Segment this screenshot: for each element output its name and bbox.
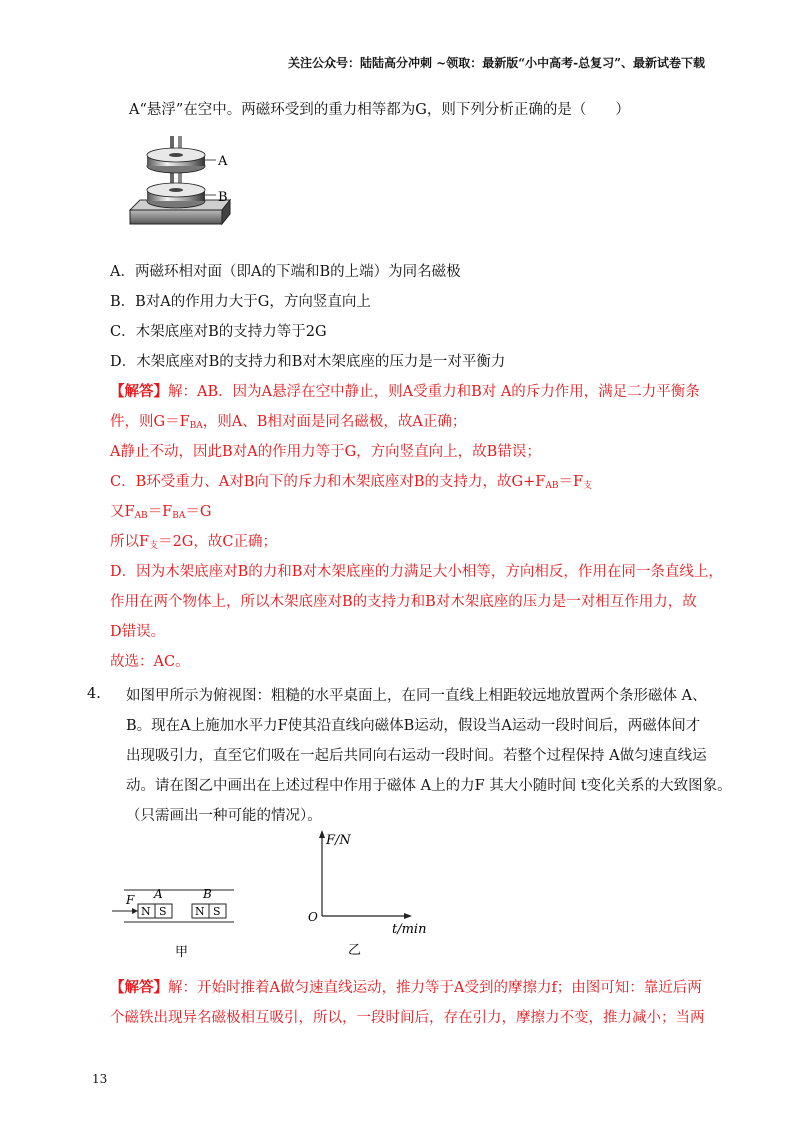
answer3-line-10: 故选：AC。 bbox=[110, 654, 190, 670]
answer4-line-2: 个磁铁出现异名磁极相互吸引，所以，一段时间后，存在引力，摩擦力不变，推力减小；当两 bbox=[110, 1010, 705, 1026]
q4-line-1: 如图甲所示为俯视图：粗糙的水平桌面上，在同一直线上相距较远地放置两个条形磁体 A、 bbox=[126, 688, 707, 704]
figure-jia-caption: 甲 bbox=[175, 945, 189, 960]
page-header: 关注公众号：陆陆高分冲刺 ~领取：最新版“小中高考-总复习”、最新试卷下载 bbox=[287, 56, 705, 70]
answer-tag: 【解答】 bbox=[110, 979, 168, 996]
x-axis-label: t/min bbox=[392, 922, 427, 937]
answer3-line-7: D．因为木架底座对B的力和B对木架底座的力满足大小相等，方向相反，作用在同一条直线上， bbox=[110, 564, 723, 580]
force-label: F bbox=[126, 893, 135, 907]
magnet-a-north: N bbox=[141, 905, 151, 918]
q4-line-2: B。现在A上施加水平力F使其沿直线向磁体B运动，假设当A运动一段时间后，两磁体间才 bbox=[126, 718, 701, 734]
magnet-rings-figure bbox=[118, 132, 253, 232]
ring-a-label: A bbox=[218, 154, 228, 169]
option-a: A．两磁环相对面（即A的下端和B的上端）为同名磁极 bbox=[110, 264, 461, 280]
answer3-line-1: 【解答】解：AB．因为A悬浮在空中静止，则A受重力和B对 A的斥力作用，满足二力平衡条 bbox=[110, 383, 700, 400]
magnet-a-label: A bbox=[154, 887, 163, 901]
answer3-line-3: A静止不动，因此B对A的作用力等于G，方向竖直向上，故B错误； bbox=[110, 444, 541, 460]
question-number: 4. bbox=[87, 686, 101, 702]
ring-b-label: B bbox=[218, 190, 228, 205]
origin-label: O bbox=[308, 910, 318, 924]
figure-yi-caption: 乙 bbox=[348, 943, 362, 958]
answer3-line-6: 所以$F_支=2G$，故C正确； bbox=[110, 534, 277, 551]
magnet-b-label: B bbox=[203, 887, 212, 901]
option-c: C．木架底座对B的支持力等于2G bbox=[110, 324, 327, 340]
answer-tag: 【解答】 bbox=[110, 383, 168, 400]
q3-stem: A“悬浮”在空中。两磁环受到的重力相等都为G，则下列分析正确的是（ ） bbox=[129, 102, 630, 118]
figure-jia bbox=[112, 880, 242, 965]
option-d: D．木架底座对B的支持力和B对木架底座的压力是一对平衡力 bbox=[110, 354, 506, 370]
answer3-line-9: D错误。 bbox=[110, 624, 166, 640]
figure-yi bbox=[300, 828, 440, 968]
y-axis-label: F/N bbox=[326, 833, 351, 848]
answer3-line-2: 件，则$G=F_{BA}$，则A、B相对面是同名磁极，故A正确； bbox=[110, 414, 467, 431]
magnet-a-south: S bbox=[159, 905, 167, 918]
answer3-line-4: C．B环受重力、A对B向下的斥力和木架底座对B的支持力，故$G+F_{AB}=F_支$ bbox=[110, 474, 593, 491]
magnet-b-south: S bbox=[213, 905, 221, 918]
magnet-b-north: N bbox=[195, 905, 205, 918]
answer3-line-8: 作用在两个物体上，所以木架底座对B的支持力和B对木架底座的压力是一对相互作用力，故 bbox=[110, 594, 697, 610]
page-number: 13 bbox=[92, 1072, 108, 1086]
q4-line-3: 出现吸引力，直至它们吸在一起后共同向右运动一段时间。若整个过程保持 A做匀速直线运 bbox=[126, 748, 707, 764]
answer3-line-5: 又$F_{AB}=F_{BA}=G$ bbox=[110, 504, 212, 521]
option-b: B．B对A的作用力大于G，方向竖直向上 bbox=[110, 294, 371, 310]
q4-line-4: 动。请在图乙中画出在上述过程中作用于磁体 A上的力F 其大小随时间 t变化关系的大致图象。 bbox=[126, 778, 732, 794]
q4-line-5: （只需画出一种可能的情况）。 bbox=[126, 808, 322, 824]
answer4-line-1: 【解答】解：开始时推着A做匀速直线运动，推力等于A受到的摩擦力f；由图可知：靠近后两 bbox=[110, 979, 702, 996]
